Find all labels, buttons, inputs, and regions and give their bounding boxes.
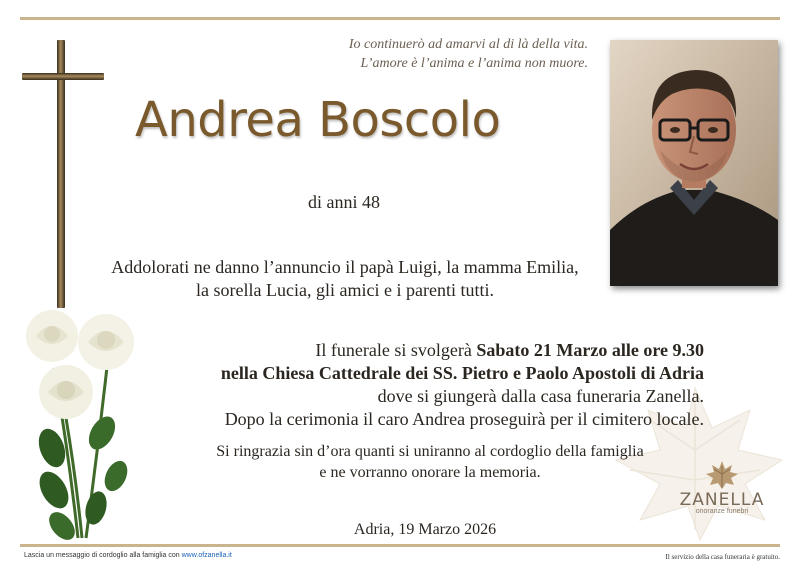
place-date: Adria, 19 Marzo 2026 [353, 521, 497, 538]
zanella-logo [672, 460, 772, 515]
maple-leaf-icon [705, 460, 739, 490]
memorial-quote [268, 35, 588, 73]
quote-line-1: Io continuerò ad amarvi al di là della vita. [348, 37, 588, 52]
footer-message [24, 552, 232, 559]
funeral-church: nella Chiesa Cattedrale dei SS. Pietro e Paolo Apostoli di Adria [220, 363, 704, 383]
bottom-rule [20, 544, 780, 547]
white-roses-image [18, 308, 140, 544]
funeral-line-2 [150, 362, 704, 385]
website-link[interactable]: www.ofzanella.it [181, 552, 232, 559]
logo-subtitle: onoranze funebri [695, 508, 749, 515]
funeral-details [150, 339, 704, 431]
top-rule [20, 17, 780, 20]
cross-icon [57, 40, 65, 308]
logo-name: ZANELLA [679, 490, 765, 510]
announcement-line-2: la sorella Lucia, gli amici e i parenti tutti. [196, 280, 494, 300]
thanks-message [190, 441, 670, 483]
funeral-line-3: dove si giungerà dalla casa funeraria Zanella. [377, 386, 704, 406]
footer-message-text: Lascia un messaggio di cordoglio alla famiglia con [24, 552, 182, 559]
funeral-line-4: Dopo la cerimonia il caro Andrea proseguirà per il cimitero locale. [224, 409, 704, 429]
footer-service-note: Il servizio della casa funeraria è gratuito. [665, 553, 780, 561]
deceased-age: di anni 48 [308, 192, 380, 212]
announcement-line-1: Addolorati ne danno l’annuncio il papà Luigi, la mamma Emilia, [111, 257, 579, 277]
thanks-line-1: Si ringrazia sin d’ora quanti si uniranno al cordoglio della famiglia [216, 443, 644, 460]
family-announcement [90, 256, 600, 302]
funeral-datetime: Sabato 21 Marzo alle ore 9.30 [476, 340, 704, 360]
thanks-line-2: e ne vorranno onorare la memoria. [319, 464, 541, 481]
funeral-intro: Il funerale si svolgerà [315, 340, 477, 360]
portrait-photo [610, 40, 778, 286]
funeral-line-1 [150, 339, 704, 362]
cross-icon-bar [22, 73, 104, 80]
deceased-name: Andrea Boscolo [135, 92, 501, 148]
quote-line-2: L’amore è l’anima e l’anima non muore. [360, 56, 588, 71]
